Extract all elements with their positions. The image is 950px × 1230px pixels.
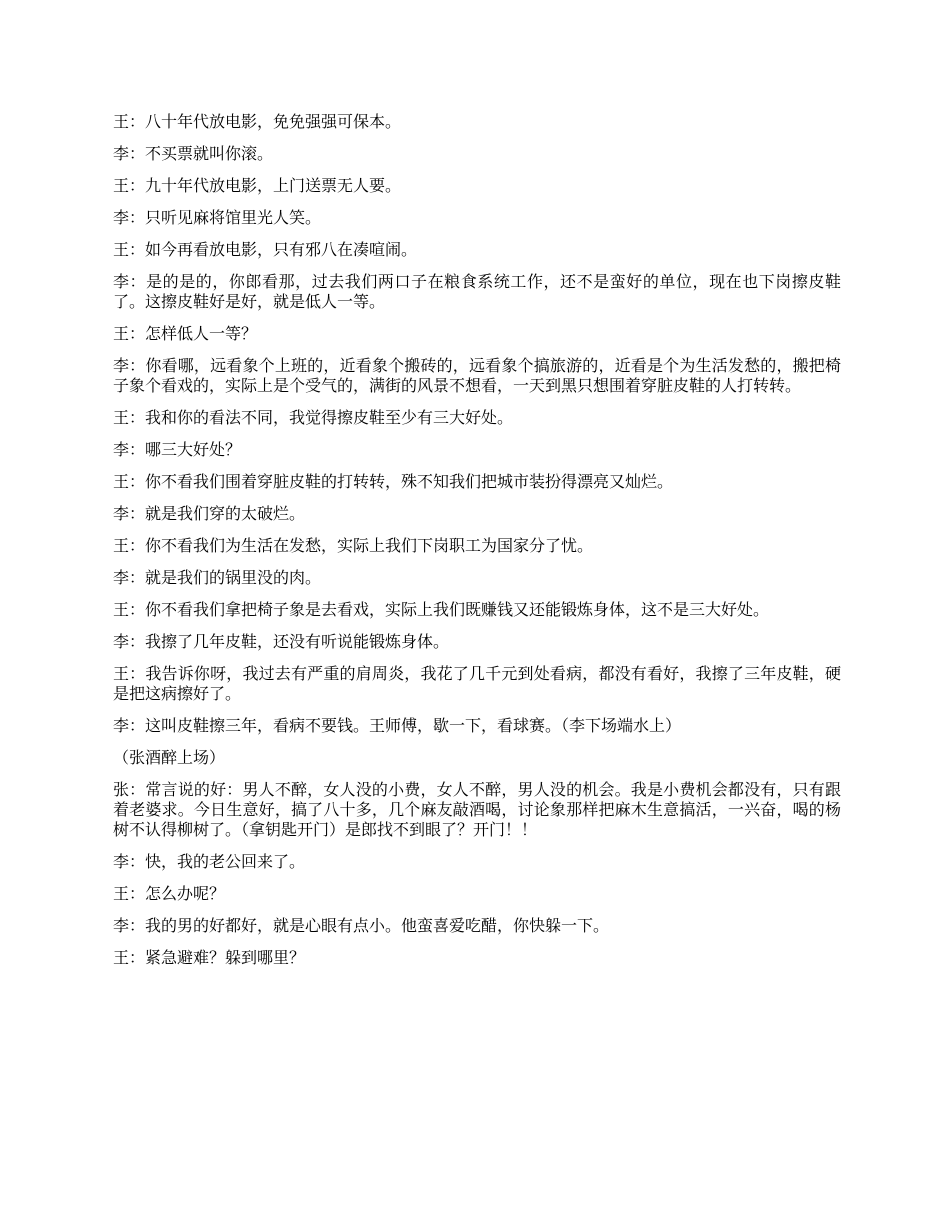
dialogue-line-13: 王：你不看我们为生活在发愁，实际上我们下岗职工为国家分了忧。 bbox=[113, 536, 594, 555]
dialogue-line-11: 王：你不看我们围着穿脏皮鞋的打转转，殊不知我们把城市装扮得漂亮又灿烂。 bbox=[113, 472, 674, 491]
script-text-body bbox=[113, 112, 841, 980]
dialogue-line-3: 王：九十年代放电影，上门送票无人要。 bbox=[113, 176, 402, 195]
dialogue-line-9: 王：我和你的看法不同，我觉得擦皮鞋至少有三大好处。 bbox=[113, 408, 514, 427]
dialogue-line-24: 王：紧急避难？躲到哪里？ bbox=[113, 948, 306, 967]
dialogue-line-14: 李：就是我们的锅里没的肉。 bbox=[113, 568, 322, 587]
dialogue-line-23: 李：我的男的好都好，就是心眼有点小。他蛮喜爱吃醋，你快躲一下。 bbox=[113, 916, 610, 935]
dialogue-line-15: 王：你不看我们拿把椅子象是去看戏，实际上我们既赚钱又还能锻炼身体，这不是三大好处。 bbox=[113, 600, 770, 619]
dialogue-line-17: 王：我告诉你呀，我过去有严重的肩周炎，我花了几千元到处看病，都没有看好，我擦了三年皮鞋，硬是把这病擦好了。 bbox=[113, 664, 841, 703]
dialogue-line-7: 王：怎样低人一等？ bbox=[113, 324, 258, 343]
dialogue-line-1: 王：八十年代放电影，免免强强可保本。 bbox=[113, 112, 402, 131]
dialogue-line-22: 王：怎么办呢？ bbox=[113, 884, 226, 903]
dialogue-line-18: 李：这叫皮鞋擦三年，看病不要钱。王师傅，歇一下，看球赛。（李下场端水上） bbox=[113, 716, 682, 735]
dialogue-line-20: 张：常言说的好：男人不醉，女人没的小费，女人不醉，男人没的机会。我是小费机会都没有，只有跟着老婆求。今日生意好，搞了八十多，几个麻友敲酒喝，讨论象那样把麻木生意搞活，一兴奋，喝的杨树不认得柳树了。（拿钥匙开门）是郎找不到眼了？开门！！ bbox=[113, 780, 841, 839]
dialogue-line-12: 李：就是我们穿的太破烂。 bbox=[113, 504, 306, 523]
dialogue-line-8: 李：你看哪，远看象个上班的，近看象个搬砖的，远看象个搞旅游的，近看是个为生活发愁的，搬把椅子象个看戏的，实际上是个受气的，满街的风景不想看，一天到黑只想围着穿脏皮鞋的人打转转。 bbox=[113, 356, 841, 395]
dialogue-line-16: 李：我擦了几年皮鞋，还没有听说能锻炼身体。 bbox=[113, 632, 450, 651]
dialogue-line-10: 李：哪三大好处？ bbox=[113, 440, 242, 459]
dialogue-line-2: 李：不买票就叫你滚。 bbox=[113, 144, 274, 163]
dialogue-line-6: 李：是的是的，你郎看那，过去我们两口子在粮食系统工作，还不是蛮好的单位，现在也下岗擦皮鞋了。这擦皮鞋好是好，就是低人一等。 bbox=[113, 272, 841, 311]
dialogue-line-5: 王：如今再看放电影，只有邪八在凑喧闹。 bbox=[113, 240, 418, 259]
dialogue-line-21: 李：快，我的老公回来了。 bbox=[113, 852, 306, 871]
stage-direction: （张酒醉上场） bbox=[113, 748, 226, 767]
dialogue-line-4: 李：只听见麻将馆里光人笑。 bbox=[113, 208, 322, 227]
